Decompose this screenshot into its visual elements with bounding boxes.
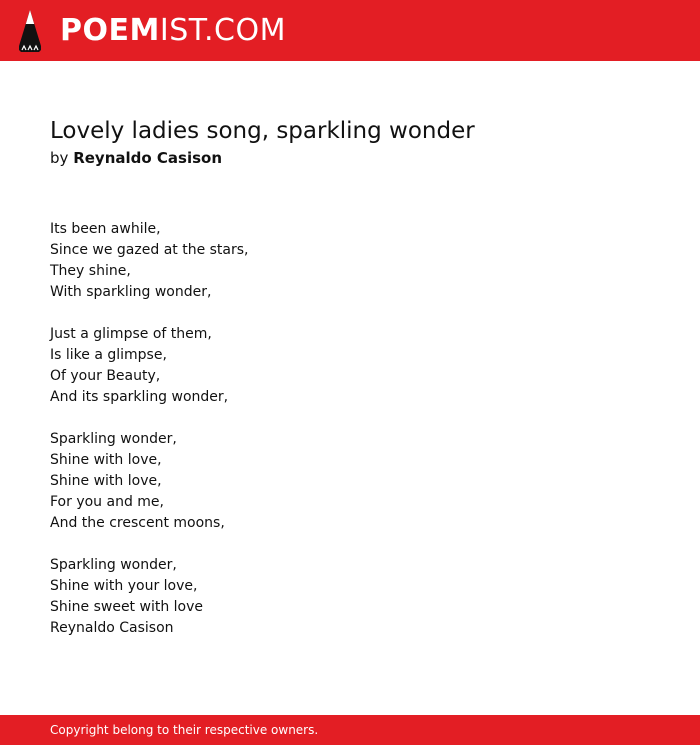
poem-byline <box>50 147 650 169</box>
copyright-text: Copyright belong to their respective owners. <box>50 723 319 737</box>
poem-line: Just a glimpse of them, <box>50 326 212 342</box>
poem-line: Sparkling wonder, <box>50 557 177 573</box>
stanza-3 <box>50 429 650 534</box>
poem-line: Sparkling wonder, <box>50 431 177 447</box>
poem-line: Shine with your love, <box>50 578 198 594</box>
brand-wordmark <box>60 13 286 48</box>
poem-content <box>50 115 650 660</box>
site-header <box>0 0 700 61</box>
poem-line: Shine sweet with love <box>50 599 204 615</box>
poem-line: Reynaldo Casison <box>50 620 174 636</box>
site-footer <box>0 715 700 745</box>
poem-line: With sparkling wonder, <box>50 284 212 300</box>
poem-line: Shine with love, <box>50 452 162 468</box>
poem-line: Shine with love, <box>50 473 162 489</box>
by-label: by <box>50 149 69 167</box>
stanza-2 <box>50 324 650 408</box>
brand-strong-text: POEM <box>60 13 160 48</box>
poem-line: Its been awhile, <box>50 221 161 237</box>
poem-line: And the crescent moons, <box>50 515 225 531</box>
poem-line: And its sparkling wonder, <box>50 389 229 405</box>
poem-line: Is like a glimpse, <box>50 347 167 363</box>
poem-line: Since we gazed at the stars, <box>50 242 249 258</box>
site-logo-link[interactable] <box>16 8 286 54</box>
stanza-1 <box>50 219 650 303</box>
poem-body <box>50 219 650 639</box>
pencil-tip-icon <box>16 9 44 53</box>
brand-light-text: IST.COM <box>159 13 286 48</box>
poem-line: Of your Beauty, <box>50 368 161 384</box>
poem-line: They shine, <box>50 263 131 279</box>
author-name: Reynaldo Casison <box>73 149 223 167</box>
poem-title: Lovely ladies song, sparkling wonder <box>50 118 475 144</box>
stanza-4 <box>50 555 650 639</box>
poem-line: For you and me, <box>50 494 164 510</box>
